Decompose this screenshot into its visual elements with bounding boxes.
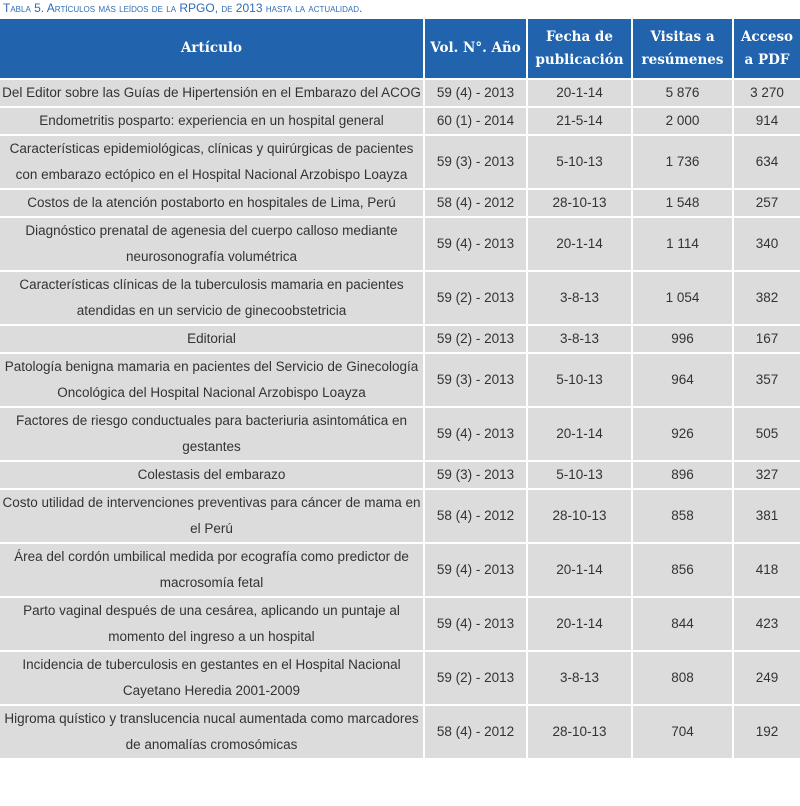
cell-volumen: 59 (3) - 2013 xyxy=(424,353,527,407)
cell-fecha: 28-10-13 xyxy=(527,189,632,217)
header-volumen: Vol. N°. Año xyxy=(424,19,527,79)
cell-fecha: 20-1-14 xyxy=(527,407,632,461)
table-row xyxy=(0,651,800,705)
cell-fecha: 21-5-14 xyxy=(527,107,632,135)
cell-articulo: Factores de riesgo conductuales para bacteriuria asintomática en gestantes xyxy=(0,407,424,461)
cell-pdf: 3 270 xyxy=(733,79,800,107)
table-row xyxy=(0,597,800,651)
cell-visitas: 844 xyxy=(632,597,733,651)
cell-volumen: 59 (4) - 2013 xyxy=(424,543,527,597)
cell-volumen: 59 (3) - 2013 xyxy=(424,461,527,489)
table-row xyxy=(0,353,800,407)
cell-fecha: 3-8-13 xyxy=(527,651,632,705)
cell-fecha: 28-10-13 xyxy=(527,489,632,543)
cell-visitas: 996 xyxy=(632,325,733,353)
table-row xyxy=(0,543,800,597)
table-row xyxy=(0,461,800,489)
cell-pdf: 382 xyxy=(733,271,800,325)
table-body xyxy=(0,79,800,758)
cell-volumen: 59 (4) - 2013 xyxy=(424,79,527,107)
cell-volumen: 59 (4) - 2013 xyxy=(424,407,527,461)
cell-volumen: 59 (2) - 2013 xyxy=(424,325,527,353)
cell-pdf: 167 xyxy=(733,325,800,353)
header-fecha: Fecha de publicación xyxy=(527,19,632,79)
cell-fecha: 3-8-13 xyxy=(527,271,632,325)
cell-visitas: 1 054 xyxy=(632,271,733,325)
cell-articulo: Editorial xyxy=(0,325,424,353)
cell-articulo: Características clínicas de la tuberculosis mamaria en pacientes atendidas en un servicio de ginecoobstetricia xyxy=(0,271,424,325)
table-row xyxy=(0,189,800,217)
cell-visitas: 704 xyxy=(632,705,733,758)
cell-articulo: Costos de la atención postaborto en hospitales de Lima, Perú xyxy=(0,189,424,217)
cell-fecha: 5-10-13 xyxy=(527,353,632,407)
cell-pdf: 340 xyxy=(733,217,800,271)
cell-pdf: 423 xyxy=(733,597,800,651)
cell-volumen: 59 (4) - 2013 xyxy=(424,597,527,651)
cell-pdf: 327 xyxy=(733,461,800,489)
cell-pdf: 249 xyxy=(733,651,800,705)
cell-fecha: 5-10-13 xyxy=(527,135,632,189)
cell-visitas: 1 548 xyxy=(632,189,733,217)
cell-volumen: 59 (2) - 2013 xyxy=(424,271,527,325)
articles-table xyxy=(0,19,800,758)
cell-pdf: 257 xyxy=(733,189,800,217)
table-row xyxy=(0,135,800,189)
table-row xyxy=(0,79,800,107)
cell-pdf: 914 xyxy=(733,107,800,135)
cell-fecha: 5-10-13 xyxy=(527,461,632,489)
cell-articulo: Características epidemiológicas, clínicas y quirúrgicas de pacientes con embarazo ectópico en el Hospital Nacional Arzobispo Loayza xyxy=(0,135,424,189)
cell-articulo: Incidencia de tuberculosis en gestantes en el Hospital Nacional Cayetano Heredia 2001-2009 xyxy=(0,651,424,705)
table-row xyxy=(0,407,800,461)
table-row xyxy=(0,107,800,135)
cell-articulo: Colestasis del embarazo xyxy=(0,461,424,489)
cell-fecha: 20-1-14 xyxy=(527,597,632,651)
cell-visitas: 5 876 xyxy=(632,79,733,107)
cell-visitas: 964 xyxy=(632,353,733,407)
table-header xyxy=(0,19,800,79)
cell-articulo: Parto vaginal después de una cesárea, aplicando un puntaje al momento del ingreso a un hospital xyxy=(0,597,424,651)
cell-articulo: Higroma quístico y translucencia nucal aumentada como marcadores de anomalías cromosómicas xyxy=(0,705,424,758)
cell-pdf: 418 xyxy=(733,543,800,597)
cell-volumen: 58 (4) - 2012 xyxy=(424,705,527,758)
cell-fecha: 28-10-13 xyxy=(527,705,632,758)
cell-fecha: 20-1-14 xyxy=(527,543,632,597)
table-row xyxy=(0,217,800,271)
cell-articulo: Diagnóstico prenatal de agenesia del cuerpo calloso mediante neurosonografía volumétrica xyxy=(0,217,424,271)
cell-volumen: 59 (4) - 2013 xyxy=(424,217,527,271)
cell-articulo: Área del cordón umbilical medida por ecografía como predictor de macrosomía fetal xyxy=(0,543,424,597)
cell-articulo: Costo utilidad de intervenciones preventivas para cáncer de mama en el Perú xyxy=(0,489,424,543)
table-row xyxy=(0,705,800,758)
cell-pdf: 192 xyxy=(733,705,800,758)
cell-articulo: Del Editor sobre las Guías de Hipertensión en el Embarazo del ACOG xyxy=(0,79,424,107)
cell-pdf: 505 xyxy=(733,407,800,461)
cell-fecha: 20-1-14 xyxy=(527,79,632,107)
cell-visitas: 926 xyxy=(632,407,733,461)
table-row xyxy=(0,271,800,325)
cell-volumen: 60 (1) - 2014 xyxy=(424,107,527,135)
cell-volumen: 59 (2) - 2013 xyxy=(424,651,527,705)
cell-articulo: Patología benigna mamaria en pacientes del Servicio de Ginecología Oncológica del Hospital Nacional Arzobispo Loayza xyxy=(0,353,424,407)
cell-pdf: 357 xyxy=(733,353,800,407)
table-row xyxy=(0,489,800,543)
cell-visitas: 1 114 xyxy=(632,217,733,271)
table-row xyxy=(0,325,800,353)
cell-volumen: 58 (4) - 2012 xyxy=(424,189,527,217)
header-visitas: Visitas a resúmenes xyxy=(632,19,733,79)
table-caption: Tabla 5. Artículos más leídos de la RPGO, de 2013 hasta la actualidad. xyxy=(3,1,363,15)
cell-pdf: 634 xyxy=(733,135,800,189)
cell-fecha: 3-8-13 xyxy=(527,325,632,353)
cell-fecha: 20-1-14 xyxy=(527,217,632,271)
cell-visitas: 1 736 xyxy=(632,135,733,189)
header-row xyxy=(0,19,800,79)
cell-articulo: Endometritis posparto: experiencia en un hospital general xyxy=(0,107,424,135)
header-pdf: Acceso a PDF xyxy=(733,19,800,79)
cell-visitas: 808 xyxy=(632,651,733,705)
header-articulo: Artículo xyxy=(0,19,424,79)
cell-volumen: 58 (4) - 2012 xyxy=(424,489,527,543)
cell-visitas: 896 xyxy=(632,461,733,489)
cell-volumen: 59 (3) - 2013 xyxy=(424,135,527,189)
cell-visitas: 856 xyxy=(632,543,733,597)
cell-visitas: 2 000 xyxy=(632,107,733,135)
cell-visitas: 858 xyxy=(632,489,733,543)
cell-pdf: 381 xyxy=(733,489,800,543)
